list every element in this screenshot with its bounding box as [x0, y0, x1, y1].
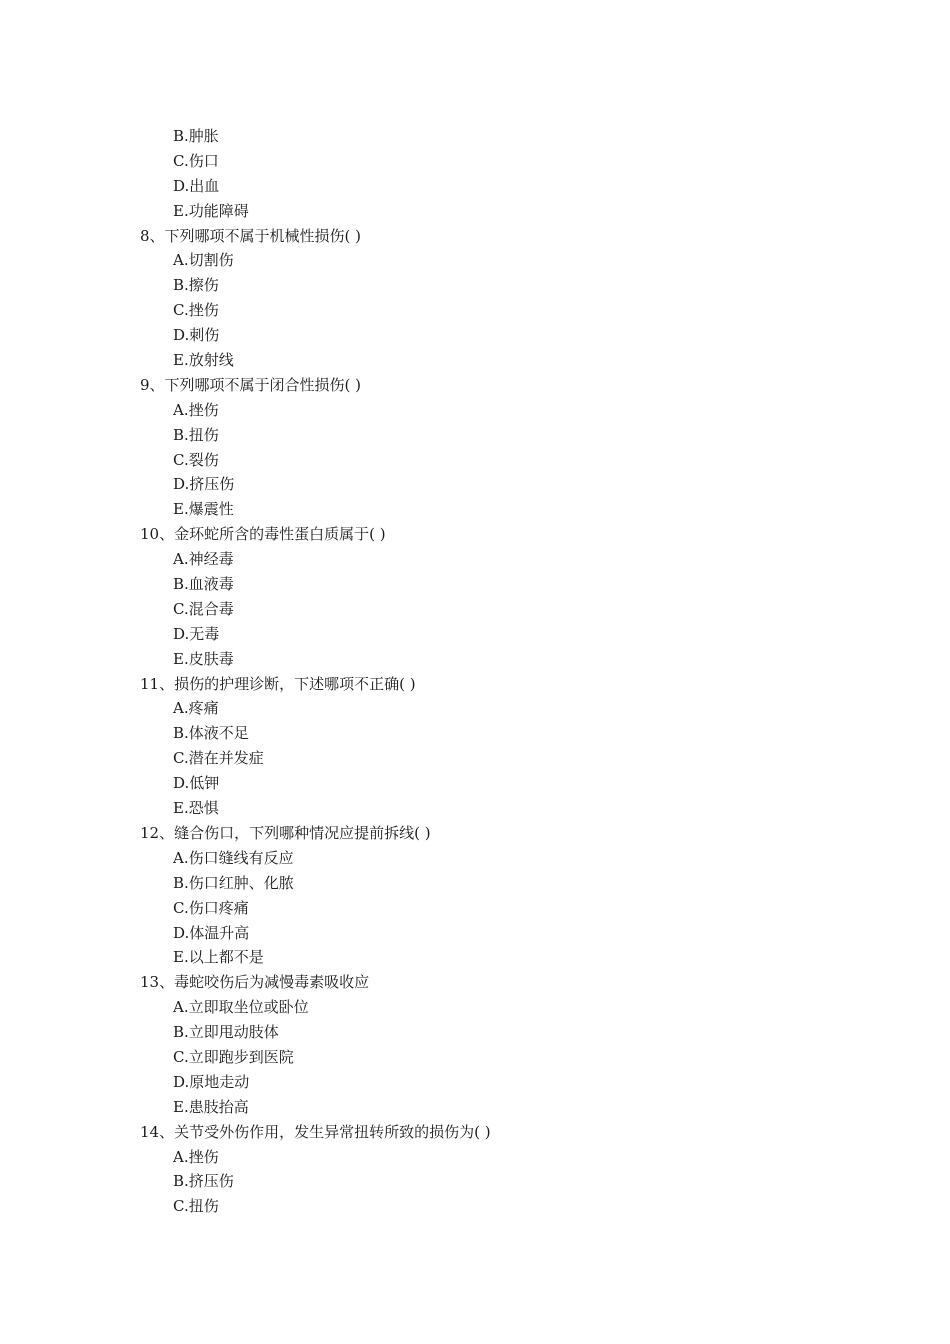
- option-line: A.疼痛: [173, 699, 219, 718]
- option-line: E.恐惧: [173, 799, 219, 818]
- option-line: E.皮肤毒: [173, 649, 234, 668]
- option-line: E.功能障碍: [173, 201, 249, 220]
- question-text: 13、毒蛇咬伤后为减慢毒素吸收应: [140, 973, 370, 992]
- option-line: E.患肢抬高: [173, 1097, 249, 1116]
- question-text: 10、金环蛇所含的毒性蛋白质属于( ): [140, 525, 386, 544]
- option-line: C.混合毒: [173, 599, 234, 618]
- option-line: B.挤压伤: [173, 1172, 234, 1191]
- option-line: D.出血: [173, 176, 220, 195]
- option-line: D.低钾: [173, 774, 220, 793]
- option-line: C.立即跑步到医院: [173, 1047, 294, 1066]
- option-line: D.挤压伤: [173, 475, 235, 494]
- option-line: A.切割伤: [173, 251, 234, 270]
- question-list: [140, 124, 900, 1219]
- option-line: C.伤口: [173, 151, 219, 170]
- option-line: C.伤口疼痛: [173, 898, 249, 917]
- option-line: C.潜在并发症: [173, 749, 264, 768]
- option-line: A.挫伤: [173, 1147, 219, 1166]
- option-line: B.扭伤: [173, 425, 219, 444]
- option-line: B.肿胀: [173, 127, 219, 145]
- option-line: A.伤口缝线有反应: [173, 848, 294, 867]
- question-text: 12、缝合伤口，下列哪种情况应提前拆线( ): [140, 823, 431, 842]
- option-line: D.原地走动: [173, 1072, 250, 1091]
- option-line: E.以上都不是: [173, 948, 264, 967]
- option-line: A.挫伤: [173, 400, 219, 419]
- question-text: 11、损伤的护理诊断，下述哪项不正确( ): [140, 674, 416, 693]
- option-line: C.裂伤: [173, 450, 219, 469]
- option-line: A.立即取坐位或卧位: [173, 998, 309, 1017]
- option-line: B.血液毒: [173, 575, 234, 594]
- option-line: E.爆震性: [173, 500, 234, 519]
- option-line: E.放射线: [173, 351, 234, 370]
- option-line: C.挫伤: [173, 301, 219, 320]
- option-line: B.擦伤: [173, 276, 219, 295]
- option-line: D.无毒: [173, 624, 220, 643]
- option-line: B.立即甩动肢体: [173, 1023, 279, 1042]
- question-text: 14、关节受外伤作用，发生异常扭转所致的损伤为( ): [140, 1122, 491, 1141]
- option-line: D.体温升高: [173, 923, 250, 942]
- option-line: B.伤口红肿、化脓: [173, 873, 294, 892]
- option-line: B.体液不足: [173, 724, 249, 743]
- question-text: 9、下列哪项不属于闭合性损伤( ): [140, 375, 362, 394]
- option-line: D.刺伤: [173, 326, 220, 345]
- option-line: C.扭伤: [173, 1197, 219, 1216]
- option-line: A.神经毒: [173, 550, 234, 569]
- question-text: 8、下列哪项不属于机械性损伤( ): [140, 226, 362, 245]
